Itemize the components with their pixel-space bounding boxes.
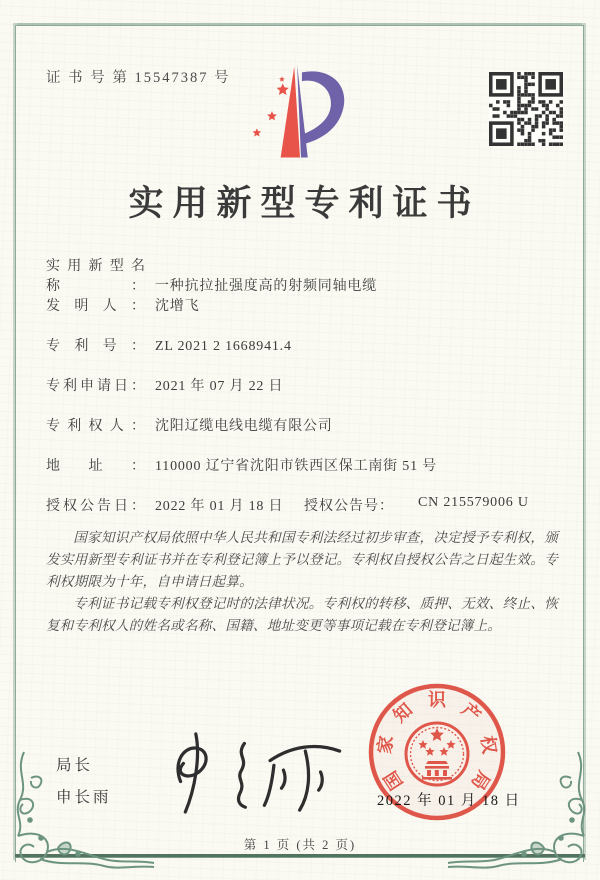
field-label: 专利号：	[46, 339, 146, 354]
field-patent-number	[46, 335, 564, 375]
field-value: ZL 2021 2 1668941.4	[155, 339, 292, 354]
field-label: 专利申请日：	[46, 379, 146, 394]
field-value-grant-number: CN 215579006 U	[418, 495, 529, 510]
svg-text:家: 家	[374, 734, 397, 756]
legal-paragraph: 专利证书记载专利权登记时的法律状况。专利权的转移、质押、无效、终止、恢复和专利权人的姓名或名称、国籍、地址变更等事项记载在专利登记簿上。	[46, 596, 558, 633]
page-number: 第 1 页 (共 2 页)	[243, 838, 357, 852]
field-value: 2021 年 07 月 22 日	[155, 379, 284, 394]
field-label-grant-number: 授权公告号：	[304, 499, 394, 514]
field-value: 一种抗拉扯强度高的射频同轴电缆	[155, 279, 377, 294]
svg-text:权: 权	[477, 734, 500, 756]
field-patentee	[46, 415, 564, 455]
director-title: 局长	[56, 757, 94, 774]
svg-text:识: 识	[428, 690, 446, 710]
field-label: 专利权人：	[46, 419, 146, 434]
field-value: 沈阳辽缆电线电缆有限公司	[155, 419, 333, 434]
field-label: 实用新型名称：	[46, 259, 146, 294]
field-list	[46, 255, 564, 535]
director-name: 申长雨	[56, 789, 112, 806]
svg-text:国: 国	[380, 767, 407, 794]
legal-paragraph: 国家知识产权局依照中华人民共和国专利法经过初步审查，决定授予专利权，颁发实用新型专利证书并在专利登记簿上予以登记。专利权自授权公告之日起生效。专利权期限为十年，自申请日起算。	[46, 530, 558, 589]
field-label: 授权公告日：	[46, 499, 146, 514]
field-label: 地址：	[46, 459, 146, 474]
certificate-title: 实用新型专利证书	[128, 184, 481, 223]
svg-text:知: 知	[389, 699, 417, 727]
qr-code	[489, 72, 563, 146]
director-signature-icon	[152, 722, 352, 822]
certificate-number: 证 书 号 第 15547387 号	[46, 70, 231, 86]
cnipa-patent-logo-icon	[242, 60, 358, 168]
seal-date: 2022 年 01 月 18 日	[377, 793, 521, 809]
svg-text:产: 产	[457, 699, 485, 727]
field-value: 110000 辽宁省沈阳市铁西区保工南街 51 号	[155, 459, 437, 474]
field-value: 沈增飞	[155, 299, 200, 314]
field-address	[46, 455, 564, 495]
field-filing-date	[46, 375, 564, 415]
field-inventor	[46, 295, 564, 335]
field-value: 2022 年 01 月 18 日	[155, 499, 284, 514]
field-label: 发明人：	[46, 299, 146, 314]
field-utility-model-name	[46, 255, 564, 295]
legal-text	[46, 527, 558, 637]
svg-text:局: 局	[467, 767, 494, 794]
